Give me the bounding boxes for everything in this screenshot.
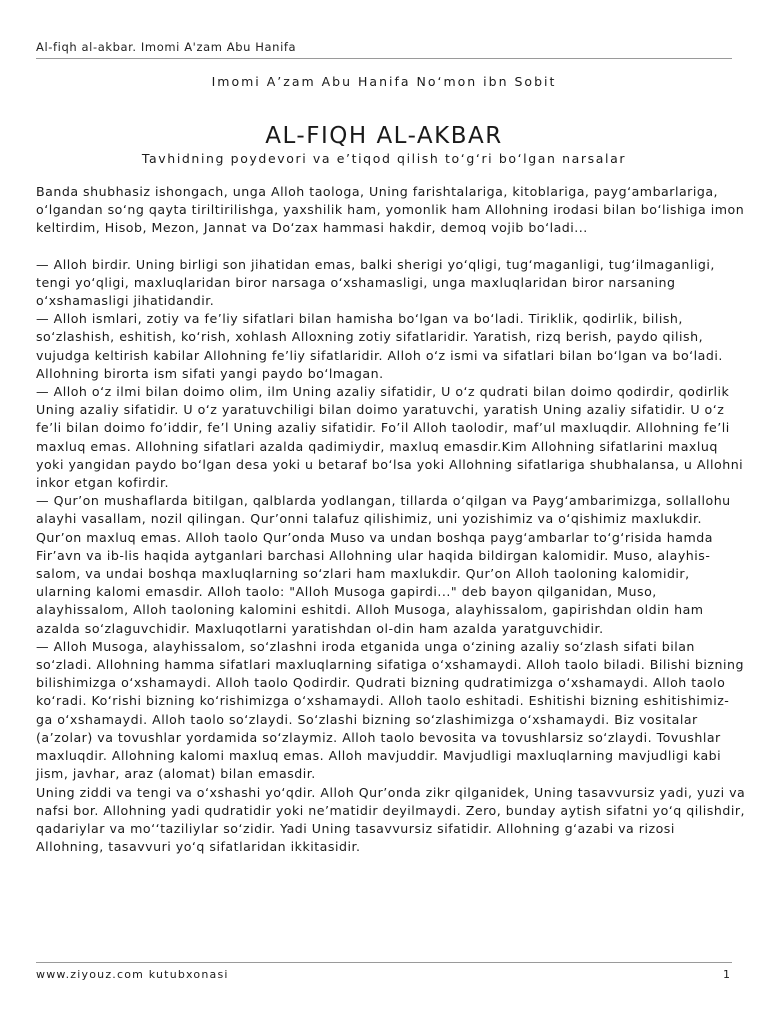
- paragraph: Uning ziddi va tengi va o‘xshashi yo‘qdir. Alloh Qur’onda zikr qilganidek, Uning tasavvursiz yadi, yuzi va nafsi bor. Allohning yadi qudratidir yoki ne’matidir deyilmaydi. Zero, bunday aytish sifatni yo‘q qilishdir, qadariylar va mo‘‘taziliylar so‘zidir. Yadi Uning tasavvursiz sifatidir. Allohning g‘azabi va rizosi Allohning, tasavvuri yo‘q sifatlaridan ikkitasidir.: [36, 784, 746, 855]
- document-body: [36, 183, 746, 856]
- footer-divider: [36, 962, 732, 963]
- paragraph: — Alloh o‘z ilmi bilan doimo olim, ilm Uning azaliy sifatidir, U o‘z qudrati bilan doimo qodirdir, qodirlik Uning azaliy sifatidir. U o‘z yaratuvchiligi bilan doimo yaratuvchi, yaratish Uning azaliy sifatidir. U o‘z fe’li bilan doimo fo’iddir, fe’l Uning azaliy sifatidir. Fo’il Alloh taolodir, maf’ul maxluqdir. Allohning fe’li maxluq emas. Allohning sifatlari azalda qadimiydir, maxluq emasdir.Kim Allohning sifatlarini maxluq yoki yangidan paydo bo‘lgan desa yoki u betaraf bo‘lsa yoki Allohning sifatlariga shubhalansa, u Allohni inkor etgan kofirdir.: [36, 384, 744, 491]
- running-header: Al-fiqh al-akbar. Imomi A'zam Abu Hanifa: [36, 40, 297, 54]
- header-divider: [36, 58, 732, 59]
- page-number: 1: [723, 968, 730, 981]
- paragraph: — Alloh Musoga, alayhissalom, so‘zlashni iroda etganida unga o‘zining azaliy so‘zlash sifati bilan so‘zladi. Allohning hamma sifatlari maxluqlarning sifatiga o‘xshamaydi. Alloh taolo biladi. Bilishi bizning bilishimizga o‘xshamaydi. Alloh taolo Qodirdir. Qudrati bizning qudratimizga o‘xshamaydi. Alloh taolo ko‘radi. Ko‘rishi bizning ko‘rishimizga o‘xshamaydi. Alloh taolo eshitadi. Eshitishi bizning eshitishimiz-ga o‘xshamaydi. Alloh taolo so‘zlaydi. So‘zlashi bizning so‘zlashimizga o‘xshamaydi. Biz vositalar (a’zolar) va tovushlar yordamida so‘zlaymiz. Alloh taolo bevosita va tovushlarsiz so‘zlaydi. Tovushlar maxluqdir. Allohning kalomi maxluq emas. Alloh mavjuddir. Mavjudligi maxluqlarning mavjudligi kabi jism, javhar, araz (alomat) bilan emasdir.: [36, 638, 744, 782]
- document-subtitle: Tavhidning poydevori va e’tiqod qilish to‘g‘ri bo‘lgan narsalar: [141, 151, 627, 166]
- document-title: AL-FIQH AL-AKBAR: [265, 123, 503, 150]
- paragraph: — Alloh ismlari, zotiy va fe’liy sifatlari bilan hamisha bo‘lgan va bo‘ladi. Tiriklik, qodirlik, bilish, so‘zlashish, eshitish, ko‘rish, xohlash Alloxning zotiy sifatlaridir. Yaratish, rizq berish, paydo qilish, vujudga keltirish kabilar Allohning fe’liy sifatlaridir. Alloh o‘z ismi va sifatlari bilan bo‘lgan va bo‘ladi. Allohning birorta ism sifati yangi paydo bo‘lmagan.: [36, 311, 723, 381]
- paragraph: — Qur’on mushaflarda bitilgan, qalblarda yodlangan, tillarda o‘qilgan va Payg‘ambarimizga, sollallohu alayhi vasallam, nozil qilingan. Qur’onni talafuz qilishimiz, uni yozishimiz va o‘qishimiz maxlukdir. Qur’on maxluq emas. Alloh taolo Qur’onda Muso va undan boshqa payg‘ambarlar to‘g‘risida hamda Fir’avn va ib-lis haqida aytganlari barchasi Allohning ular haqida bildirgan kalomidir. Muso, alayhis-salom, va undai boshqa maxluqlarning so‘zlari ham maxlukdir. Qur’on Alloh taoloning kalomidir, ularning kalomi emasdir. Alloh taolo: "Alloh Musoga gapirdi..." deb bayon qilganidan, Muso, alayhissalom, Alloh taoloning kalomini eshitdi. Alloh Musoga, alayhissalom, gapirishdan oldin ham azalda so‘zlaguvchidir. Maxluqotlarni yaratishdan ol-din ham azalda yaratguvchidir.: [36, 493, 731, 636]
- author-line: Imomi A’zam Abu Hanifa No‘mon ibn Sobit: [211, 74, 557, 89]
- footer-site-text: www.ziyouz.com kutubxonasi: [36, 968, 229, 981]
- paragraph: — Alloh birdir. Uning birligi son jihatidan emas, balki sherigi yo‘qligi, tug‘maganligi, tug‘ilmaganligi, tengi yo‘qligi, maxluqlaridan biror narsaga o‘xshamasligi, unga maxluqlaridan biror narsaning o‘xshamasligi jihatidandir.: [36, 256, 715, 309]
- paragraph: Banda shubhasiz ishongach, unga Alloh taologa, Uning farishtalariga, kitoblariga, payg‘ambarlariga, o‘lgandan so‘ng qayta tiriltirilishga, yaxshilik ham, yomonlik ham Allohning irodasi bilan bo‘lishiga imon keltirdim, Hisob, Mezon, Jannat va Do‘zax hammasi hakdir, demoq vojib bo‘ladi...: [36, 184, 745, 236]
